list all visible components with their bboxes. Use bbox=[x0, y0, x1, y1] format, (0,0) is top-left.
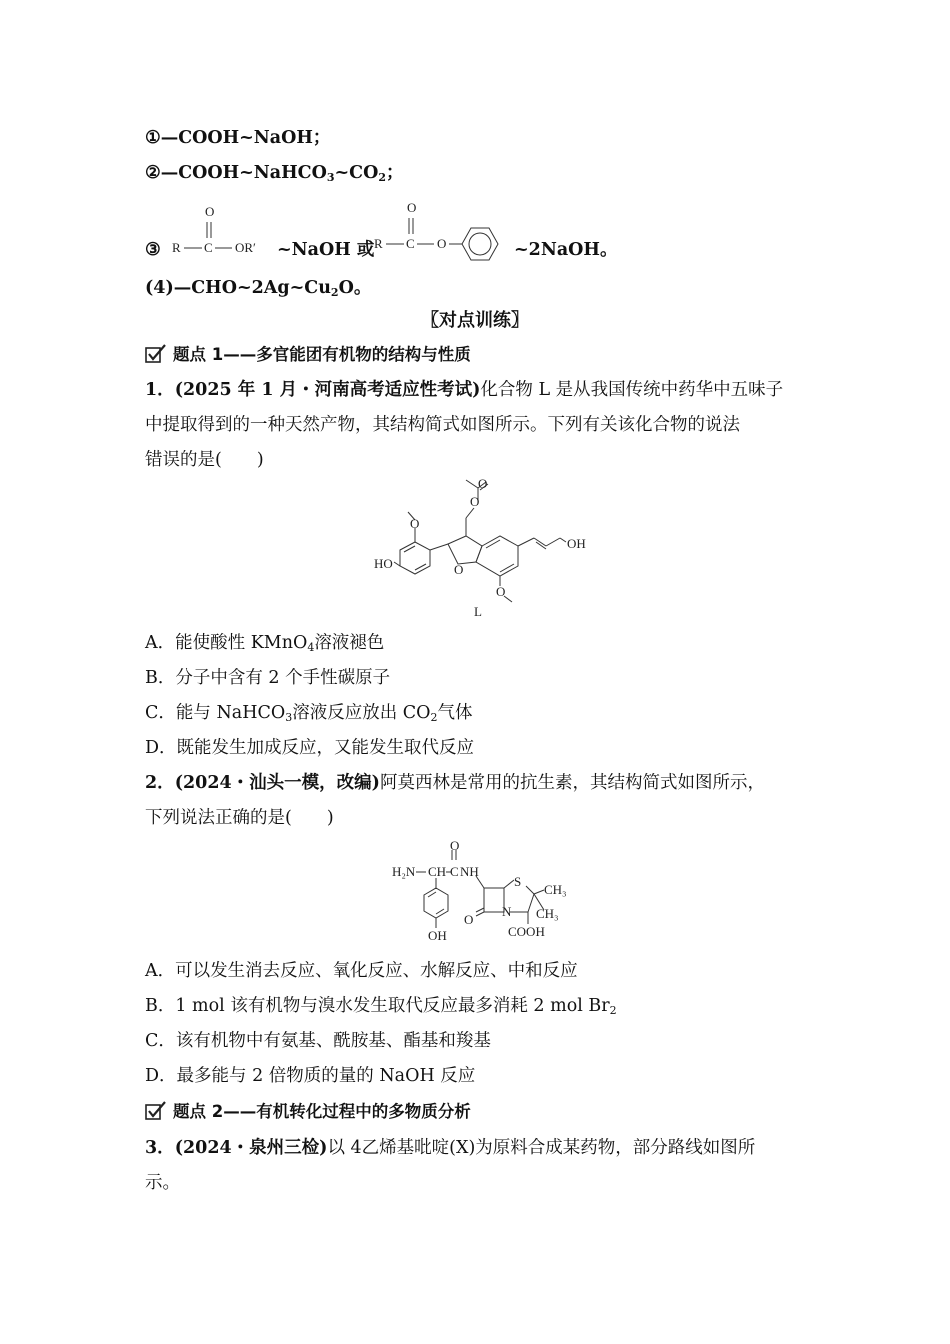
svg-text:N: N bbox=[502, 904, 512, 919]
svg-text:O: O bbox=[410, 516, 420, 531]
section-heading: 〖对点训练〗 bbox=[421, 310, 529, 331]
phenyl-ester-structure-figure bbox=[370, 194, 510, 264]
svg-text:O: O bbox=[464, 912, 474, 927]
q1-line-2: 中提取得到的一种天然产物，其结构简式如图所示。下列有关该化合物的说法 bbox=[145, 415, 740, 435]
compound-l-structure-figure bbox=[370, 478, 590, 620]
svg-text:O: O bbox=[496, 584, 506, 599]
svg-text:HO: HO bbox=[374, 556, 393, 571]
checkbox-icon bbox=[145, 1100, 167, 1120]
svg-text:CH₃: CH₃ bbox=[536, 906, 559, 921]
rule-2: $②—COOH\sim NaHCO_3\sim CO_2$； bbox=[145, 163, 404, 184]
q1-line-1: 1．(2025 年 1 月・河南高考适应性考试)化合物 L 是从我国传统中药华中五味子 bbox=[145, 380, 784, 400]
svg-text:C: C bbox=[204, 240, 213, 255]
svg-text:O: O bbox=[470, 494, 480, 509]
q2-option-b: B．1 mol 该有机物与溴水发生取代反应最多消耗 2 mol $Br_2$ bbox=[145, 996, 617, 1017]
q2-line-2: 下列说法正确的是( ) bbox=[145, 808, 334, 828]
amoxicillin-structure-figure bbox=[388, 836, 568, 954]
q3-line-2: 示。 bbox=[145, 1173, 180, 1193]
q1-option-a: A．能使酸性 KMnO$_4$溶液褪色 bbox=[145, 633, 385, 654]
q2-option-d: D．最多能与 2 倍物质的量的 NaOH 反应 bbox=[145, 1066, 476, 1086]
q2-line-1: 2．(2024・汕头一模，改编)阿莫西林是常用的抗生素，其结构简式如图所示， bbox=[145, 773, 765, 793]
q1-option-c: C．能与 NaHCO$_3$溶液反应放出 $CO_2$气体 bbox=[145, 703, 473, 724]
q1-option-b: B．分子中含有 2 个手性碳原子 bbox=[145, 668, 391, 688]
svg-text:C: C bbox=[450, 864, 459, 879]
q2-option-a: A．可以发生消去反应、氧化反应、水解反应、中和反应 bbox=[145, 961, 578, 981]
svg-text:O: O bbox=[407, 200, 417, 215]
svg-text:O: O bbox=[454, 562, 464, 577]
q1-option-d: D．既能发生加成反应，又能发生取代反应 bbox=[145, 738, 475, 758]
svg-text:OH: OH bbox=[428, 928, 447, 943]
rule-3-text-a: ~NaOH 或 bbox=[277, 240, 375, 260]
svg-text:O: O bbox=[437, 236, 447, 251]
svg-text:H₂N: H₂N bbox=[392, 864, 416, 879]
svg-text:C: C bbox=[406, 236, 415, 251]
topic-1-heading: 题点 1——多官能团有机物的结构与性质 bbox=[145, 340, 471, 366]
svg-text:OR′: OR′ bbox=[235, 240, 256, 255]
rule-4: $(4)—CHO\sim 2Ag\sim Cu_2O$。 bbox=[145, 278, 372, 299]
q2-option-c: C．该有机物中有氨基、酰胺基、酯基和羧基 bbox=[145, 1031, 491, 1051]
svg-text:COOH: COOH bbox=[508, 924, 545, 939]
svg-text:O: O bbox=[205, 204, 215, 219]
svg-text:OH: OH bbox=[567, 536, 586, 551]
rule-3: ③ bbox=[145, 240, 161, 260]
svg-text:L: L bbox=[474, 604, 482, 619]
svg-text:R: R bbox=[172, 240, 181, 255]
svg-text:CH₃: CH₃ bbox=[544, 882, 567, 897]
checkbox-icon bbox=[145, 343, 167, 363]
svg-text:O: O bbox=[450, 838, 460, 853]
svg-text:CH: CH bbox=[428, 864, 447, 879]
svg-text:S: S bbox=[514, 874, 522, 889]
q1-line-3: 错误的是( ) bbox=[145, 450, 264, 470]
q3-line-1: 3．(2024・泉州三检)以 4乙烯基吡啶(X)为原料合成某药物，部分路线如图所 bbox=[145, 1138, 756, 1158]
ester-structure-figure bbox=[168, 198, 278, 264]
svg-text:R: R bbox=[374, 236, 383, 251]
rule-3-text-b: ~2NaOH。 bbox=[514, 240, 618, 260]
svg-text:NH: NH bbox=[460, 864, 479, 879]
svg-text:O: O bbox=[478, 478, 488, 491]
topic-2-heading: 题点 2——有机转化过程中的多物质分析 bbox=[145, 1097, 471, 1123]
rule-1: ①—COOH~NaOH； bbox=[145, 128, 331, 148]
